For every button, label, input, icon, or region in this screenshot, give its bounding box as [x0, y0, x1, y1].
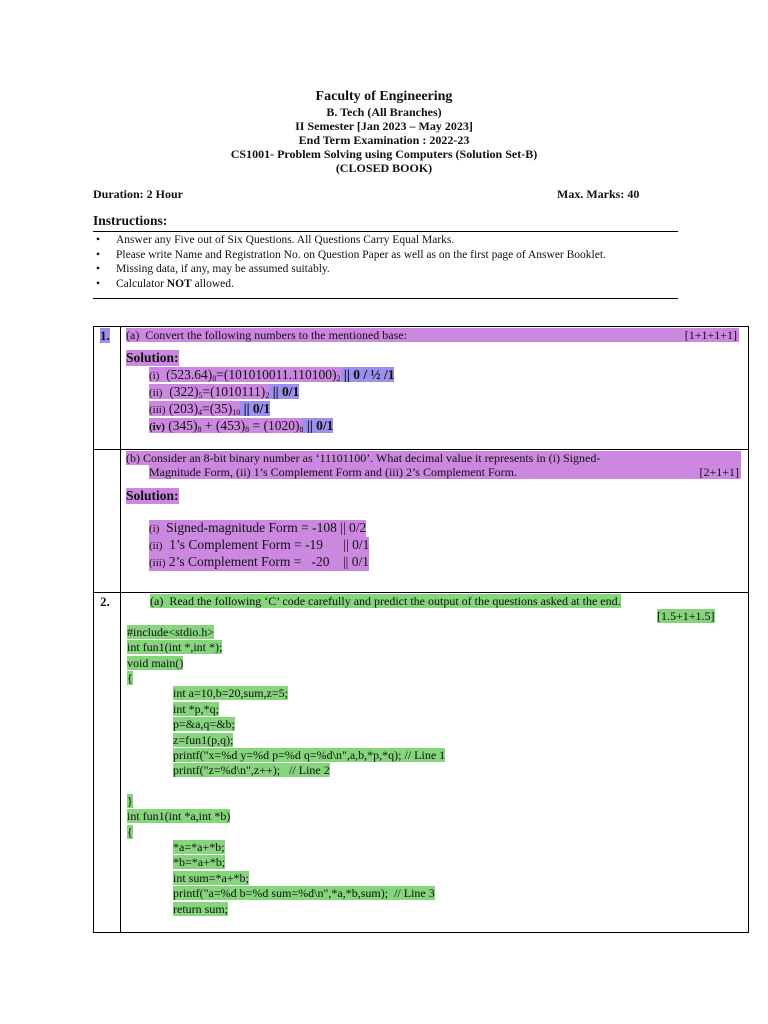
code-line: *b=*a+*b; — [173, 855, 226, 869]
divider-bottom — [93, 298, 678, 299]
answer-line: (i) $(523.64)_8=(101010011.110100)_2$ || 0 / ½ /1 — [149, 367, 395, 383]
code-line: #include<stdio.h> — [127, 625, 215, 639]
faculty-title: Faculty of Engineering — [315, 89, 453, 104]
q2a-text: (a) Read the following ‘C’ code carefully and predict the output of the questions asked at the end. — [150, 594, 621, 608]
code-line: printf("z=%d\n",z++); // Line 2 — [173, 763, 330, 777]
duration: Duration: 2 Hour — [93, 187, 183, 201]
code-line: *a=*a+*b; — [173, 840, 225, 854]
instruction-item: • Calculator NOT allowed. — [93, 277, 683, 292]
row-divider — [93, 592, 748, 593]
code-line: printf("a=%d b=%d sum=%d\n",*a,*b,sum); // Line 3 — [173, 886, 435, 900]
code-line: int *p,*q; — [173, 702, 220, 716]
instruction-item: • Please write Name and Registration No. on Question Paper as well as on the first page of Answer Booklet. — [93, 248, 683, 263]
code-line: printf("x=%d y=%d p=%d q=%d\n",a,b,*p,*q); // Line 1 — [173, 748, 446, 762]
code-line: int fun1(int *a,int *b) — [127, 809, 231, 823]
answer-line: (iii) $(203)_4=(35)_{10}$ || 0/1 — [149, 401, 271, 417]
q1a-marks: [1+1+1+1] — [684, 328, 737, 342]
solution-label: Solution: — [126, 350, 179, 365]
solution-label: Solution: — [126, 488, 179, 503]
code-line: { — [127, 825, 133, 839]
max-marks: Max. Marks: 40 — [557, 187, 640, 201]
q1a-text: (a) Convert the following numbers to the mentioned base: [1+1+1+1] — [126, 328, 737, 342]
instruction-item: • Missing data, if any, may be assumed suitably. — [93, 262, 683, 277]
answer-line: (ii) $(322)_5=(1010111)_2$ || 0/1 — [149, 384, 300, 400]
code-line: } — [127, 794, 133, 808]
exam-line: End Term Examination : 2022-23 — [298, 133, 470, 147]
q2a-marks: [1.5+1+1.5] — [657, 609, 715, 623]
q1b-text-line1: (b) Consider an 8-bit binary number as ‘11101100’. What decimal value it represents in (i) Signed- — [126, 451, 741, 465]
code-line: int sum=*a+*b; — [173, 871, 249, 885]
code-line: int a=10,b=20,sum,z=5; — [173, 686, 288, 700]
closed-book-line: (CLOSED BOOK) — [335, 161, 433, 175]
row-divider — [93, 449, 748, 450]
question-number: 1. — [100, 328, 110, 343]
instructions-list — [93, 233, 683, 291]
divider-top — [93, 231, 678, 232]
answer-line: (iii) 2’s Complement Form = -20 || 0/1 — [149, 554, 370, 569]
question-number: 2. — [100, 594, 110, 609]
code-line: return sum; — [173, 902, 228, 916]
instructions-heading: Instructions: — [93, 213, 168, 228]
code-line: p=&a,q=&b; — [173, 717, 235, 731]
code-line: void main() — [127, 656, 184, 670]
q1b-marks: [2+1+1] — [699, 465, 739, 479]
answer-line: (ii) 1’s Complement Form = -19 || 0/1 — [149, 537, 370, 552]
semester-line: II Semester [Jan 2023 – May 2023] — [295, 119, 473, 133]
q1b-text-line2: Magnitude Form, (ii) 1’s Complement Form and (iii) 2’s Complement Form. [2+1+1] — [149, 465, 739, 479]
code-line: { — [127, 671, 133, 685]
answer-line: (i) Signed-magnitude Form = -108 || 0/2 — [149, 520, 367, 535]
code-line: z=fun1(p,q); — [173, 733, 234, 747]
number-column-divider — [120, 326, 121, 932]
program-line: B. Tech (All Branches) — [326, 105, 442, 119]
instruction-item: • Answer any Five out of Six Questions. All Questions Carry Equal Marks. — [93, 233, 683, 248]
code-line: int fun1(int *,int *); — [127, 640, 223, 654]
answer-line: (iv) $(345)_8 + (453)_8 = (1020)_8$ || 0/1 — [149, 418, 334, 434]
exam-header — [0, 88, 768, 175]
emphasis-not: NOT — [166, 277, 192, 290]
course-line: CS1001- Problem Solving using Computers (Solution Set-B) — [230, 147, 538, 161]
